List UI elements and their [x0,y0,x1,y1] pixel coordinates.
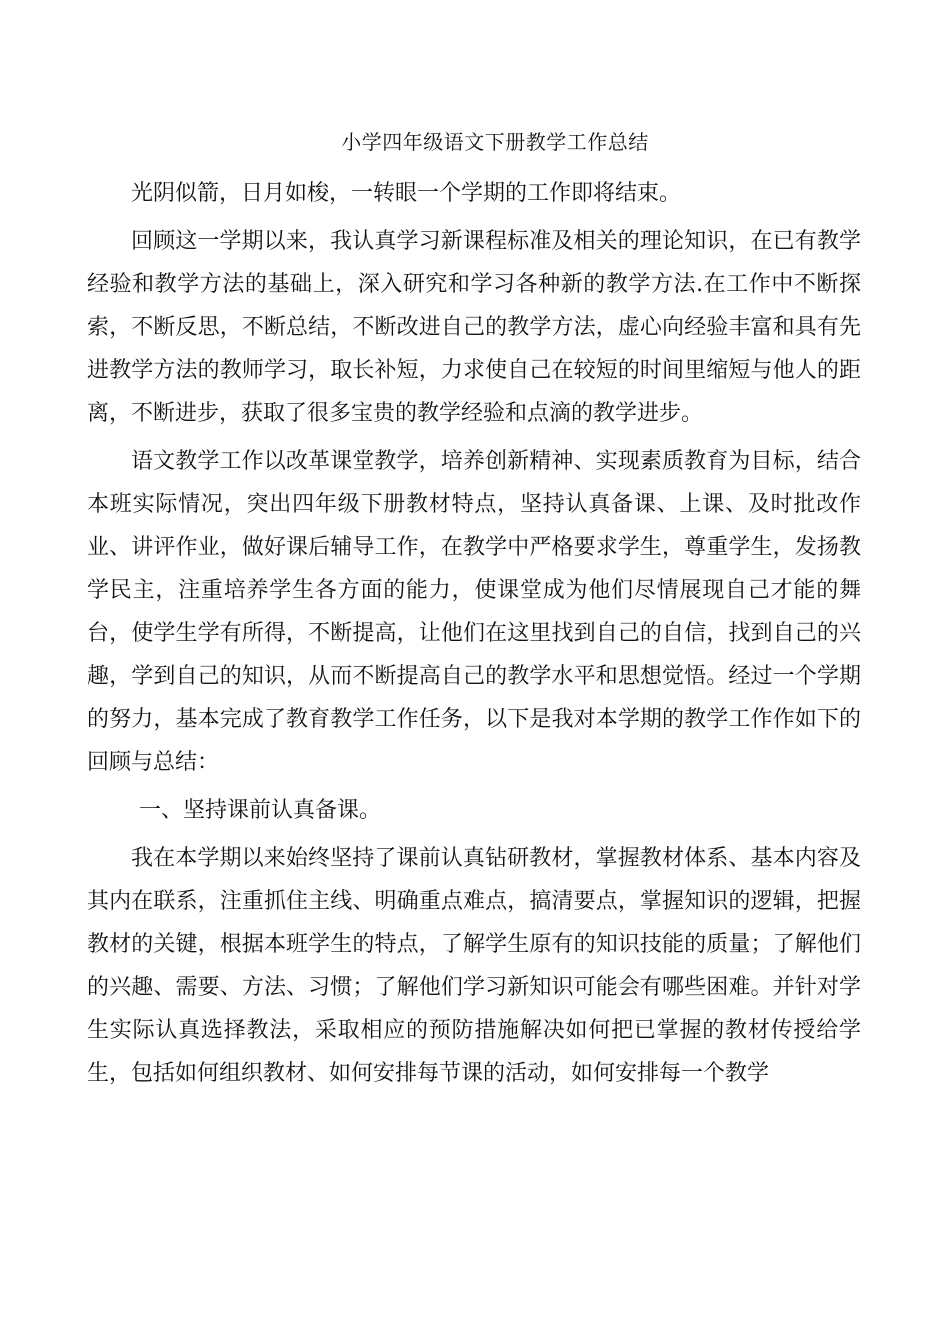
section-heading-preparation: 一、坚持课前认真备课。 [139,798,382,823]
document-body [87,172,861,1100]
paragraph-review: 回顾这一学期以来，我认真学习新课程标准及相关的理论知识，在已有教学经验和教学方法的基础上，深入研究和学习各种新的教学方法.在工作中不断探索，不断反思，不断总结，不断改进自己的教学方法，虚心向经验丰富和具有先进教学方法的教师学习，取长补短，力求使自己在较短的时间里缩短与他人的距离，不断进步，获取了很多宝贵的教学经验和点滴的教学进步。 [87,229,861,426]
document-title: 小学四年级语文下册教学工作总结 [341,130,649,154]
paragraph-teaching-goals: 语文教学工作以改革课堂教学，培养创新精神、实现素质教育为目标，结合本班实际情况，突出四年级下册教材特点，坚持认真备课、上课、及时批改作业、讲评作业，做好课后辅导工作，在教学中严格要求学生，尊重学生，发扬教学民主，注重培养学生各方面的能力，使课堂成为他们尽情展现自己才能的舞台，使学生学有所得，不断提高，让他们在这里找到自己的自信，找到自己的兴趣，学到自己的知识，从而不断提高自己的教学水平和思想觉悟。经过一个学期的努力，基本完成了教育教学工作任务，以下是我对本学期的教学工作作如下的回顾与总结： [87,449,861,775]
paragraph-preparation: 我在本学期以来始终坚持了课前认真钻研教材，掌握教材体系、基本内容及其内在联系，注重抓住主线、明确重点难点，搞清要点，掌握知识的逻辑，把握教材的关键，根据本班学生的特点，了解学生原有的知识技能的质量；了解他们的兴趣、需要、方法、习惯；了解他们学习新知识可能会有哪些困难。并针对学生实际认真选择教法，采取相应的预防措施解决如何把已掌握的教材传授给学生，包括如何组织教材、如何安排每节课的活动，如何安排每一个教学 [87,846,861,1086]
paragraph-intro: 光阴似箭，日月如梭，一转眼一个学期的工作即将结束。 [131,181,682,206]
